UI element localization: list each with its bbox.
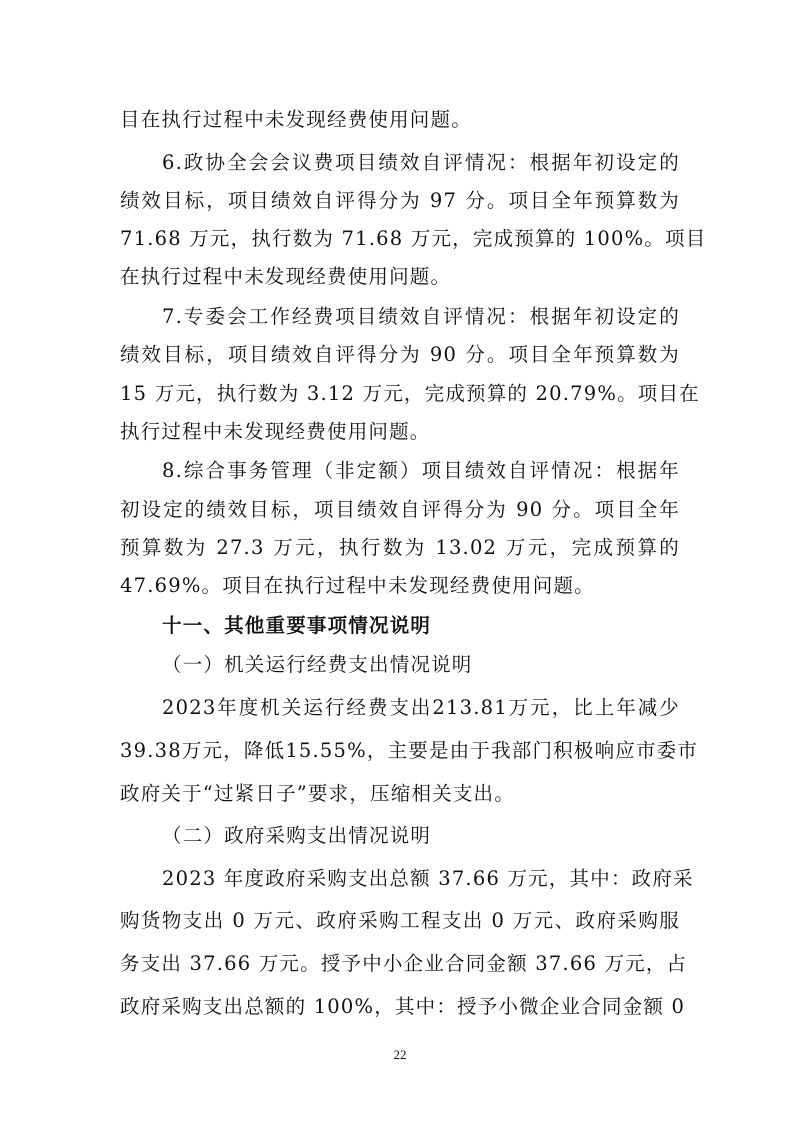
page-number: 22 xyxy=(393,1047,407,1062)
text-line: 71.68 万元，执行数为 71.68 万元，完成预算的 100%。项目 xyxy=(120,227,707,250)
text-line: 执行过程中未发现经费使用问题。 xyxy=(120,420,431,443)
text-line: 6.政协全会会议费项目绩效自评情况：根据年初设定的 xyxy=(162,151,680,174)
text-line: 47.69%。项目在执行过程中未发现经费使用问题。 xyxy=(120,574,595,597)
text-line: 务支出 37.66 万元。授予中小企业合同金额 37.66 万元，占 xyxy=(120,952,688,975)
subsection-heading: （一）机关运行经费支出情况说明 xyxy=(162,653,473,676)
text-line: 政府关于“过紧日子”要求，压缩相关支出。 xyxy=(120,782,515,805)
section-heading: 十一、其他重要事项情况说明 xyxy=(162,614,432,637)
text-line: 7.专委会工作经费项目绩效自评情况：根据年初设定的 xyxy=(162,305,680,328)
subsection-heading: （二）政府采购支出情况说明 xyxy=(162,824,432,847)
text-line: 绩效目标，项目绩效自评得分为 90 分。项目全年预算数为 xyxy=(120,343,680,366)
text-line: 2023年度机关运行经费支出213.81万元，比上年减少 xyxy=(162,696,680,719)
text-line: 预算数为 27.3 万元，执行数为 13.02 万元，完成预算的 xyxy=(120,536,680,559)
text-line: 政府采购支出总额的 100%，其中：授予小微企业合同金额 0 xyxy=(120,995,686,1018)
text-line: 15 万元，执行数为 3.12 万元，完成预算的 20.79%。项目在 xyxy=(120,382,700,405)
text-line: 目在执行过程中未发现经费使用问题。 xyxy=(120,108,472,131)
text-line: 8.综合事务管理（非定额）项目绩效自评情况：根据年 xyxy=(162,459,680,482)
text-line: 初设定的绩效目标，项目绩效自评得分为 90 分。项目全年 xyxy=(120,498,680,521)
text-line: 2023 年度政府采购支出总额 37.66 万元，其中：政府采 xyxy=(162,867,694,890)
text-line: 39.38万元，降低15.55%，主要是由于我部门积极响应市委市 xyxy=(120,739,699,762)
text-line: 购货物支出 0 万元、政府采购工程支出 0 万元、政府采购服 xyxy=(120,909,680,932)
text-line: 绩效目标，项目绩效自评得分为 97 分。项目全年预算数为 xyxy=(120,189,680,212)
text-line: 在执行过程中未发现经费使用问题。 xyxy=(120,265,452,288)
